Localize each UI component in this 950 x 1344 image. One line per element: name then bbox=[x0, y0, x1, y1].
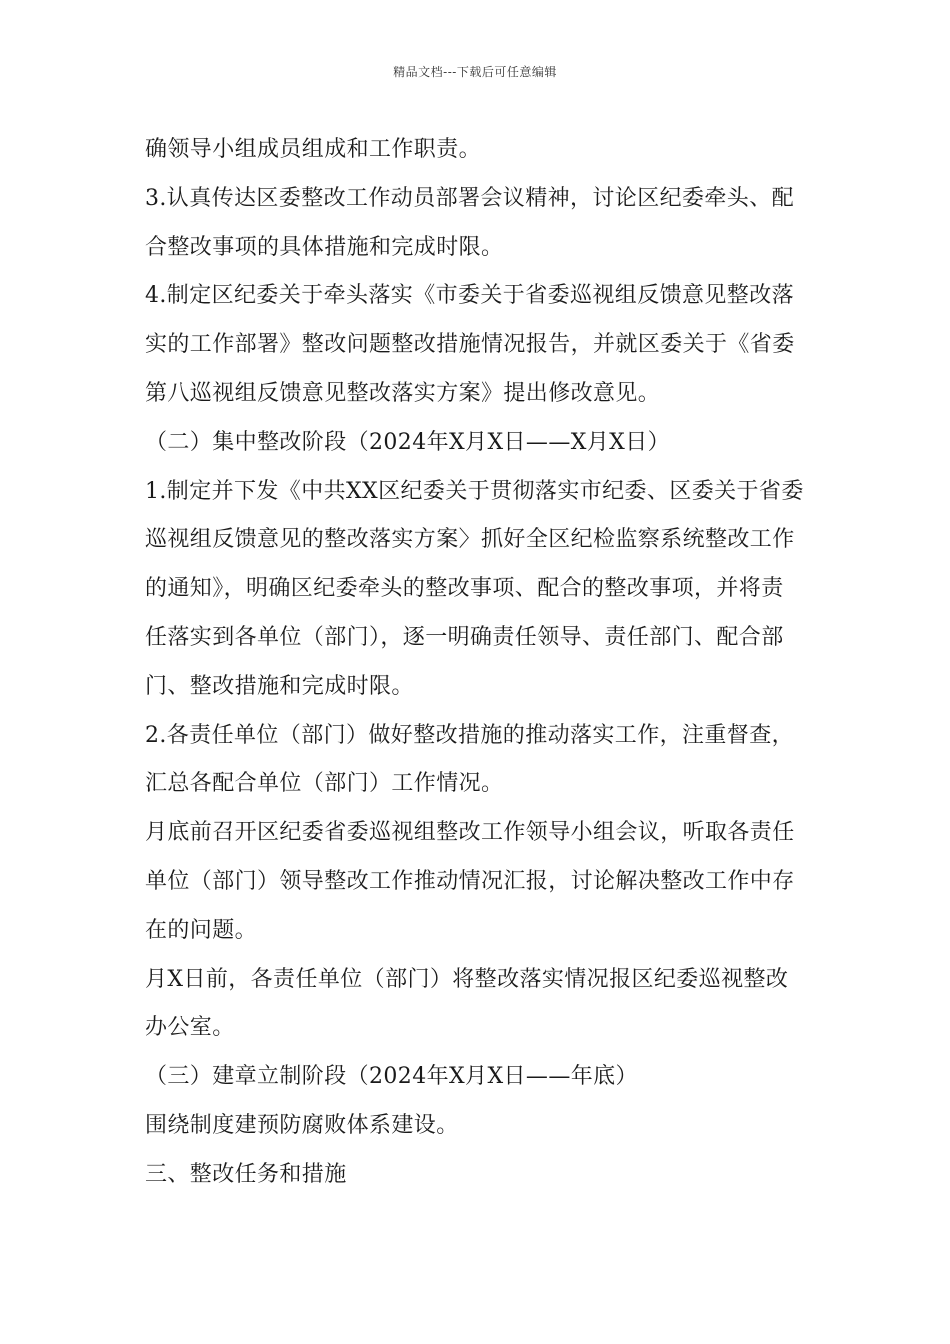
text-line: 任落实到各单位（部门），逐一明确责任领导、责任部门、配合部 bbox=[145, 624, 784, 650]
text-line: 的通知》，明确区纪委牵头的整改事项、配合的整改事项，并将责 bbox=[145, 576, 784, 602]
paragraph-1 bbox=[145, 126, 807, 175]
paragraph-8 bbox=[145, 956, 807, 1054]
text-line: 月底前召开区纪委省委巡视组整改工作领导小组会议，听取各责任 bbox=[145, 820, 795, 846]
text-line: 办公室。 bbox=[145, 1015, 235, 1041]
text-line: 合整改事项的具体措施和完成时限。 bbox=[145, 234, 504, 260]
text-line: 实的工作部署》整改问题整改措施情况报告，并就区委关于《省委 bbox=[145, 332, 795, 358]
text-line: （三）建章立制阶段（2024年X月X日——年底） bbox=[145, 1064, 638, 1090]
paragraph-6 bbox=[145, 712, 807, 810]
paragraph-7 bbox=[145, 809, 807, 955]
section-heading-3 bbox=[145, 1053, 807, 1102]
text-line: 3.认真传达区委整改工作动员部署会议精神，讨论区纪委牵头、配 bbox=[145, 185, 794, 211]
text-line: 确领导小组成员组成和工作职责。 bbox=[145, 137, 482, 162]
paragraph-2 bbox=[145, 175, 807, 273]
text-line: 4.制定区纪委关于牵头落实《市委关于省委巡视组反馈意见整改落 bbox=[145, 283, 794, 309]
section-heading-2 bbox=[145, 419, 807, 468]
paragraph-5 bbox=[145, 468, 807, 712]
paragraph-3 bbox=[145, 272, 807, 418]
text-line: 在的问题。 bbox=[145, 917, 258, 943]
text-line: 三、整改任务和措施 bbox=[145, 1161, 347, 1187]
text-line: 月X日前，各责任单位（部门）将整改落实情况报区纪委巡视整改 bbox=[145, 966, 789, 992]
page-header: 精品文档---下载后可任意编辑 bbox=[393, 65, 557, 79]
document-body bbox=[145, 126, 807, 1200]
text-line: 汇总各配合单位（部门）工作情况。 bbox=[145, 771, 504, 797]
text-line: 2.各责任单位（部门）做好整改措施的推动落实工作，注重督查， bbox=[145, 722, 794, 748]
paragraph-10 bbox=[145, 1102, 807, 1151]
text-line: 1.制定并下发《中共XX区纪委关于贯彻落实市纪委、区委关于省委 bbox=[145, 478, 804, 504]
text-line: 门、整改措施和完成时限。 bbox=[145, 673, 414, 699]
text-line: （二）集中整改阶段（2024年X月X日——X月X日） bbox=[145, 429, 671, 455]
chapter-heading-3 bbox=[145, 1151, 807, 1200]
text-line: 巡视组反馈意见的整改落实方案〉抓好全区纪检监察系统整改工作 bbox=[145, 527, 795, 553]
text-line: 单位（部门）领导整改工作推动情况汇报，讨论解决整改工作中存 bbox=[145, 868, 795, 894]
text-line: 第八巡视组反馈意见整改落实方案》提出修改意见。 bbox=[145, 380, 661, 406]
text-line: 围绕制度建预防腐败体系建设。 bbox=[145, 1112, 459, 1138]
